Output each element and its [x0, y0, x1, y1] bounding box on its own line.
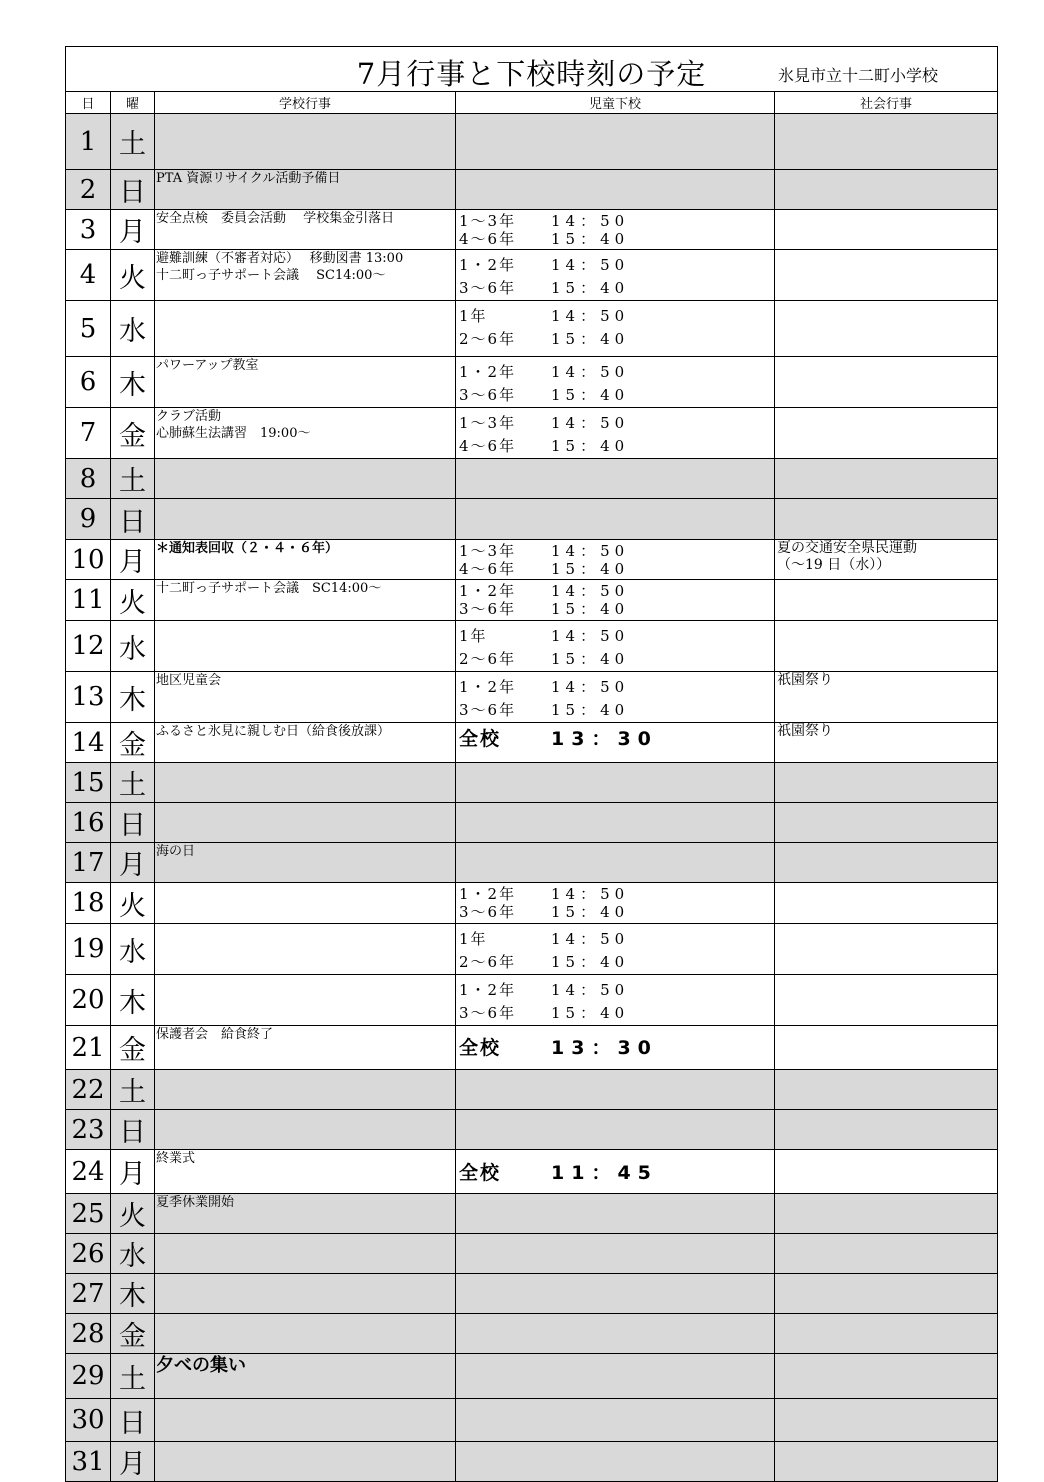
dismissal-time: 15：40 — [551, 903, 630, 921]
day-row — [66, 1442, 998, 1482]
day-number: 8 — [66, 459, 111, 499]
dismissal-times — [456, 975, 775, 1026]
dismissal-times — [456, 1314, 775, 1354]
school-events — [155, 210, 456, 250]
day-of-week: 土 — [111, 1070, 155, 1110]
day-number: 3 — [66, 210, 111, 250]
school-events — [155, 763, 456, 803]
dismissal-line — [459, 1002, 774, 1025]
dismissal-time: 15：40 — [551, 953, 630, 971]
day-of-week: 火 — [111, 250, 155, 301]
dismissal-line — [459, 600, 774, 618]
dismissal-times — [456, 1234, 775, 1274]
header-dow: 曜 — [111, 92, 155, 114]
grade-label: 1・2年 — [459, 582, 517, 600]
grade-label: 1年 — [459, 627, 488, 645]
school-events — [155, 1110, 456, 1150]
school-events — [155, 459, 456, 499]
day-of-week: 木 — [111, 975, 155, 1026]
day-of-week: 月 — [111, 843, 155, 883]
dismissal-time: 15：40 — [551, 650, 630, 668]
day-of-week: 日 — [111, 803, 155, 843]
day-number: 19 — [66, 924, 111, 975]
day-row — [66, 301, 998, 357]
event-text: 保護者会 給食終了 — [156, 1027, 274, 1042]
dismissal-times — [456, 1194, 775, 1234]
social-events — [775, 250, 998, 301]
dismissal-times — [456, 1399, 775, 1442]
social-events — [775, 883, 998, 924]
day-of-week: 木 — [111, 1274, 155, 1314]
dismissal-time: 15：40 — [551, 437, 630, 455]
header-social: 社会行事 — [775, 92, 998, 114]
day-of-week: 火 — [111, 580, 155, 621]
day-row — [66, 975, 998, 1026]
day-number: 27 — [66, 1274, 111, 1314]
dismissal-times — [456, 1354, 775, 1399]
day-number: 6 — [66, 357, 111, 408]
school-events — [155, 499, 456, 540]
day-number: 2 — [66, 170, 111, 210]
grade-label: 1年 — [459, 930, 488, 948]
social-event-text: 夏の交通安全県民運動 — [777, 540, 917, 556]
day-row — [66, 803, 998, 843]
social-events — [775, 1314, 998, 1354]
dismissal-times — [456, 1110, 775, 1150]
dismissal-line — [459, 560, 774, 578]
day-number: 4 — [66, 250, 111, 301]
dismissal-time: 14：50 — [551, 414, 630, 432]
school-events — [155, 580, 456, 621]
social-events — [775, 803, 998, 843]
event-text: 夕べの集い — [156, 1355, 246, 1376]
day-of-week: 水 — [111, 621, 155, 672]
dismissal-time: 14：50 — [551, 885, 630, 903]
title-cell — [66, 47, 998, 92]
social-events — [775, 114, 998, 170]
dismissal-line — [459, 277, 774, 300]
dismissal-times — [456, 883, 775, 924]
day-of-week: 金 — [111, 1026, 155, 1070]
social-events — [775, 540, 998, 580]
day-row — [66, 1234, 998, 1274]
dismissal-times — [456, 1070, 775, 1110]
day-row — [66, 408, 998, 459]
school-name: 氷見市立十二町小学校 — [778, 66, 939, 85]
dismissal-time: 15：40 — [551, 330, 630, 348]
grade-label: 1・2年 — [459, 678, 517, 696]
day-of-week: 水 — [111, 1234, 155, 1274]
school-events — [155, 408, 456, 459]
day-row — [66, 459, 998, 499]
day-row — [66, 114, 998, 170]
event-text: 終業式 — [156, 1151, 196, 1166]
day-of-week: 月 — [111, 1150, 155, 1194]
school-events — [155, 170, 456, 210]
day-of-week: 日 — [111, 1110, 155, 1150]
dismissal-times — [456, 621, 775, 672]
school-events — [155, 1274, 456, 1314]
day-number: 14 — [66, 723, 111, 763]
day-of-week: 月 — [111, 1442, 155, 1482]
school-events — [155, 843, 456, 883]
day-number: 15 — [66, 763, 111, 803]
dismissal-time: 13：30 — [551, 1037, 658, 1059]
school-events — [155, 1354, 456, 1399]
social-events — [775, 499, 998, 540]
day-row — [66, 1274, 998, 1314]
day-of-week: 火 — [111, 883, 155, 924]
day-of-week: 木 — [111, 357, 155, 408]
dismissal-line — [459, 542, 774, 560]
day-row — [66, 672, 998, 723]
day-number: 7 — [66, 408, 111, 459]
dismissal-time: 15：40 — [551, 560, 630, 578]
school-events — [155, 1399, 456, 1442]
social-events — [775, 1234, 998, 1274]
day-row — [66, 883, 998, 924]
day-row — [66, 621, 998, 672]
social-events — [775, 459, 998, 499]
day-number: 17 — [66, 843, 111, 883]
school-events — [155, 672, 456, 723]
day-of-week: 金 — [111, 1314, 155, 1354]
dismissal-line — [459, 648, 774, 671]
schedule-rows — [66, 114, 998, 1482]
dismissal-line — [459, 699, 774, 722]
dismissal-line — [459, 724, 774, 751]
event-text: パワーアップ教室 — [156, 358, 259, 373]
dismissal-times — [456, 540, 775, 580]
event-text: 地区児童会 — [156, 673, 222, 688]
day-number: 16 — [66, 803, 111, 843]
social-events — [775, 763, 998, 803]
day-number: 21 — [66, 1026, 111, 1070]
grade-label: 1・2年 — [459, 981, 517, 999]
day-row — [66, 1314, 998, 1354]
day-row — [66, 1070, 998, 1110]
dismissal-time: 14：50 — [551, 930, 630, 948]
day-row — [66, 210, 998, 250]
school-events — [155, 621, 456, 672]
event-text: 海の日 — [156, 844, 196, 859]
dismissal-times — [456, 499, 775, 540]
day-of-week: 月 — [111, 210, 155, 250]
dismissal-line — [459, 435, 774, 458]
day-of-week: 土 — [111, 459, 155, 499]
dismissal-time: 15：40 — [551, 386, 630, 404]
day-number: 9 — [66, 499, 111, 540]
day-number: 5 — [66, 301, 111, 357]
grade-label: 1・2年 — [459, 885, 517, 903]
grade-label: 1～3年 — [459, 542, 517, 560]
day-number: 29 — [66, 1354, 111, 1399]
dismissal-times — [456, 1442, 775, 1482]
school-events — [155, 924, 456, 975]
day-number: 20 — [66, 975, 111, 1026]
day-of-week: 金 — [111, 723, 155, 763]
day-number: 1 — [66, 114, 111, 170]
dismissal-line — [459, 1158, 774, 1185]
dismissal-line — [459, 1033, 774, 1060]
dismissal-times — [456, 924, 775, 975]
day-of-week: 土 — [111, 114, 155, 170]
school-events — [155, 803, 456, 843]
school-events — [155, 1442, 456, 1482]
dismissal-line — [459, 885, 774, 903]
header-day: 日 — [66, 92, 111, 114]
header-dismissal: 児童下校 — [456, 92, 775, 114]
school-events — [155, 301, 456, 357]
day-of-week: 土 — [111, 763, 155, 803]
social-events — [775, 1274, 998, 1314]
dismissal-time: 14：50 — [551, 256, 630, 274]
social-events — [775, 1070, 998, 1110]
social-events — [775, 1150, 998, 1194]
dismissal-time: 14：50 — [551, 363, 630, 381]
dismissal-times — [456, 250, 775, 301]
grade-label: 4～6年 — [459, 230, 517, 248]
dismissal-times — [456, 672, 775, 723]
header-row — [66, 92, 998, 114]
dismissal-line — [459, 305, 774, 328]
social-events — [775, 672, 998, 723]
page-title: 7月行事と下校時刻の予定 — [356, 57, 707, 91]
dismissal-line — [459, 212, 774, 230]
day-number: 25 — [66, 1194, 111, 1234]
grade-label: 3～6年 — [459, 386, 517, 404]
social-events — [775, 975, 998, 1026]
grade-label: 全校 — [459, 728, 502, 750]
dismissal-line — [459, 412, 774, 435]
day-row — [66, 1399, 998, 1442]
social-events — [775, 170, 998, 210]
social-events — [775, 1110, 998, 1150]
grade-label: 3～6年 — [459, 279, 517, 297]
day-number: 11 — [66, 580, 111, 621]
day-row — [66, 580, 998, 621]
day-of-week: 水 — [111, 301, 155, 357]
dismissal-times — [456, 763, 775, 803]
dismissal-times — [456, 803, 775, 843]
social-events — [775, 723, 998, 763]
day-of-week: 火 — [111, 1194, 155, 1234]
day-of-week: 金 — [111, 408, 155, 459]
day-number: 24 — [66, 1150, 111, 1194]
school-events — [155, 883, 456, 924]
day-number: 10 — [66, 540, 111, 580]
dismissal-time: 14：50 — [551, 627, 630, 645]
dismissal-line — [459, 254, 774, 277]
dismissal-time: 14：50 — [551, 981, 630, 999]
schedule-table — [65, 46, 998, 1482]
day-of-week: 水 — [111, 924, 155, 975]
grade-label: 2～6年 — [459, 330, 517, 348]
dismissal-time: 15：40 — [551, 230, 630, 248]
school-events — [155, 975, 456, 1026]
social-event-text: 祇園祭り — [777, 672, 833, 688]
dismissal-times — [456, 580, 775, 621]
dismissal-times — [456, 357, 775, 408]
dismissal-times — [456, 114, 775, 170]
grade-label: 3～6年 — [459, 600, 517, 618]
day-row — [66, 250, 998, 301]
day-number: 26 — [66, 1234, 111, 1274]
school-events — [155, 1314, 456, 1354]
grade-label: 3～6年 — [459, 701, 517, 719]
school-events — [155, 723, 456, 763]
day-row — [66, 763, 998, 803]
dismissal-time: 15：40 — [551, 701, 630, 719]
grade-label: 2～6年 — [459, 953, 517, 971]
event-text: 安全点検 委員会活動 学校集金引落日 — [156, 211, 395, 226]
dismissal-times — [456, 210, 775, 250]
dismissal-time: 13：30 — [551, 728, 658, 750]
dismissal-line — [459, 928, 774, 951]
dismissal-line — [459, 328, 774, 351]
grade-label: 1・2年 — [459, 256, 517, 274]
dismissal-line — [459, 951, 774, 974]
day-of-week: 日 — [111, 170, 155, 210]
grade-label: 4～6年 — [459, 437, 517, 455]
dismissal-time: 14：50 — [551, 582, 630, 600]
event-text: クラブ活動 — [156, 409, 222, 424]
dismissal-time: 14：50 — [551, 212, 630, 230]
social-events — [775, 1399, 998, 1442]
grade-label: 4～6年 — [459, 560, 517, 578]
school-events — [155, 1234, 456, 1274]
event-text: 避難訓練（不審者対応） 移動図書 13:00 — [156, 251, 404, 266]
event-text: ふるさと氷見に親しむ日（給食後放課） — [156, 724, 391, 739]
day-of-week: 日 — [111, 499, 155, 540]
grade-label: 3～6年 — [459, 1004, 517, 1022]
dismissal-times — [456, 1150, 775, 1194]
social-events — [775, 924, 998, 975]
social-events — [775, 408, 998, 459]
social-events — [775, 843, 998, 883]
dismissal-line — [459, 582, 774, 600]
day-of-week: 日 — [111, 1399, 155, 1442]
day-number: 28 — [66, 1314, 111, 1354]
day-number: 31 — [66, 1442, 111, 1482]
school-events — [155, 1150, 456, 1194]
day-row — [66, 357, 998, 408]
dismissal-times — [456, 408, 775, 459]
dismissal-times — [456, 723, 775, 763]
dismissal-line — [459, 625, 774, 648]
social-events — [775, 621, 998, 672]
dismissal-time: 15：40 — [551, 600, 630, 618]
grade-label: 1・2年 — [459, 363, 517, 381]
day-number: 30 — [66, 1399, 111, 1442]
dismissal-times — [456, 1026, 775, 1070]
social-events — [775, 210, 998, 250]
dismissal-line — [459, 676, 774, 699]
school-events — [155, 250, 456, 301]
school-events — [155, 114, 456, 170]
day-number: 22 — [66, 1070, 111, 1110]
dismissal-times — [456, 459, 775, 499]
day-row — [66, 1194, 998, 1234]
dismissal-time: 11：45 — [551, 1162, 658, 1184]
dismissal-times — [456, 301, 775, 357]
grade-label: 1～3年 — [459, 414, 517, 432]
grade-label: 1～3年 — [459, 212, 517, 230]
day-row — [66, 1150, 998, 1194]
day-number: 13 — [66, 672, 111, 723]
social-events — [775, 357, 998, 408]
school-events — [155, 1026, 456, 1070]
day-row — [66, 499, 998, 540]
social-events — [775, 1194, 998, 1234]
school-events — [155, 1070, 456, 1110]
day-row — [66, 924, 998, 975]
dismissal-time: 15：40 — [551, 279, 630, 297]
day-row — [66, 1110, 998, 1150]
event-text: PTA 資源リサイクル活動予備日 — [156, 171, 341, 186]
dismissal-times — [456, 1274, 775, 1314]
social-events — [775, 580, 998, 621]
event-text: 心肺蘇生法講習 19:00～ — [156, 426, 311, 441]
social-events — [775, 1442, 998, 1482]
social-events — [775, 1354, 998, 1399]
grade-label: 2～6年 — [459, 650, 517, 668]
day-row — [66, 723, 998, 763]
event-text: 夏季休業開始 — [156, 1195, 235, 1210]
school-events — [155, 1194, 456, 1234]
day-number: 18 — [66, 883, 111, 924]
dismissal-times — [456, 843, 775, 883]
event-text: ＊通知表回収（２・４・６年） — [156, 541, 339, 556]
dismissal-line — [459, 230, 774, 248]
day-row — [66, 540, 998, 580]
grade-label: 1年 — [459, 307, 488, 325]
day-row — [66, 843, 998, 883]
social-event-text: 祇園祭り — [777, 723, 833, 739]
header-events: 学校行事 — [155, 92, 456, 114]
school-events — [155, 540, 456, 580]
dismissal-line — [459, 361, 774, 384]
dismissal-time: 14：50 — [551, 307, 630, 325]
event-text: 十二町っ子サポート会議 SC14:00～ — [156, 268, 386, 283]
event-text: 十二町っ子サポート会議 SC14:00～ — [156, 581, 382, 596]
dismissal-line — [459, 384, 774, 407]
dismissal-time: 14：50 — [551, 542, 630, 560]
social-events — [775, 1026, 998, 1070]
day-number: 12 — [66, 621, 111, 672]
school-events — [155, 357, 456, 408]
dismissal-line — [459, 979, 774, 1002]
day-of-week: 月 — [111, 540, 155, 580]
dismissal-times — [456, 170, 775, 210]
social-event-text: （～19 日（水）） — [777, 557, 891, 573]
day-number: 23 — [66, 1110, 111, 1150]
day-of-week: 土 — [111, 1354, 155, 1399]
day-of-week: 木 — [111, 672, 155, 723]
day-row — [66, 170, 998, 210]
day-row — [66, 1026, 998, 1070]
social-events — [775, 301, 998, 357]
dismissal-time: 15：40 — [551, 1004, 630, 1022]
dismissal-time: 14：50 — [551, 678, 630, 696]
grade-label: 3～6年 — [459, 903, 517, 921]
day-row — [66, 1354, 998, 1399]
dismissal-line — [459, 903, 774, 921]
grade-label: 全校 — [459, 1162, 502, 1184]
grade-label: 全校 — [459, 1037, 502, 1059]
